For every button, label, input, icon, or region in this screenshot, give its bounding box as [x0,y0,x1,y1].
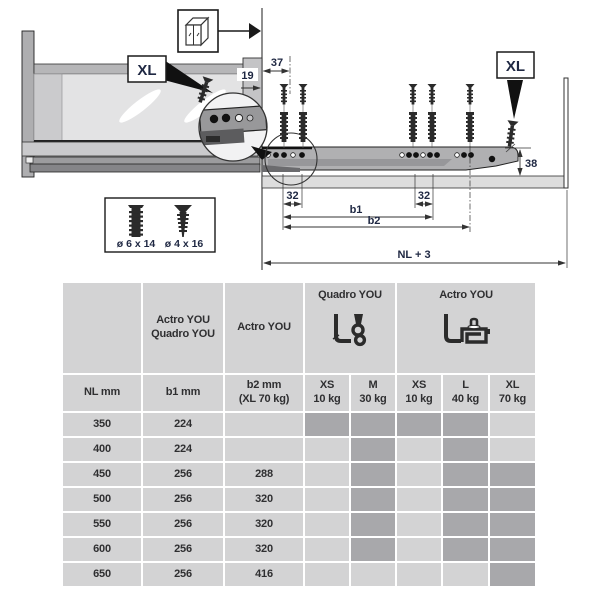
header-b1-line1: Actro YOU [156,314,210,327]
installation-diagram [0,0,600,278]
header-b1-group [143,283,223,373]
cell-nl: 600 [63,538,141,561]
screw-legend [105,198,215,252]
availability-cell [305,538,349,561]
cabinet-icon [178,10,218,52]
header-quadro-label: Quadro YOU [318,289,382,301]
runner-rail [262,147,518,172]
dim-b1: b1 [349,204,363,216]
cell-b1: 224 [143,413,223,436]
availability-cell [305,463,349,486]
availability-cell [490,488,535,511]
availability-cell [351,538,395,561]
cell-nl: 500 [63,488,141,511]
col-header-actro-xs: XS 10 kg [397,375,441,411]
dim-19: 19 [241,70,254,82]
availability-cell [351,488,395,511]
availability-cell [351,563,395,586]
cell-nl: 400 [63,438,141,461]
col-header-actro-xl: XL 70 kg [490,375,535,411]
xl-label-left: XL [137,62,157,79]
header-empty-cell [63,283,141,373]
availability-cell [443,563,488,586]
header-quadro-group [305,283,395,373]
cell-b1: 256 [143,538,223,561]
screw-6x14-label: ø 6 x 14 [116,238,156,250]
availability-cell [397,413,441,436]
availability-cell [305,488,349,511]
dim-38: 38 [525,158,538,170]
availability-cell [351,513,395,536]
spec-table [63,283,535,586]
cell-b2: 416 [225,563,303,586]
cell-b2 [225,438,303,461]
header-actro-group [397,283,535,373]
direction-arrow-icon [218,23,261,39]
availability-cell [351,463,395,486]
availability-cell [490,463,535,486]
availability-cell [490,563,535,586]
cell-b2: 288 [225,463,303,486]
availability-cell [443,513,488,536]
cell-b1: 256 [143,563,223,586]
availability-cell [443,463,488,486]
col-header-actro-l: L 40 kg [443,375,488,411]
availability-cell [397,538,441,561]
availability-cell [305,513,349,536]
availability-cell [305,563,349,586]
availability-cell [490,538,535,561]
cell-b1: 256 [143,488,223,511]
cell-b1: 256 [143,513,223,536]
quadro-profile-icon [328,311,372,349]
col-header-b1: b1 mm [143,375,223,411]
cell-nl: 650 [63,563,141,586]
cabinet-front-edge [564,78,568,188]
cell-nl: 450 [63,463,141,486]
cell-b2 [225,413,303,436]
availability-cell [397,463,441,486]
col-header-quadro-xs: XS 10 kg [305,375,349,411]
screw-4x16-label: ø 4 x 16 [164,238,204,250]
cell-nl: 550 [63,513,141,536]
col-header-nl: NL mm [63,375,141,411]
xl-callout-right [497,52,534,152]
availability-cell [443,438,488,461]
mounting-screws [280,84,475,148]
col-header-b2: b2 mm (XL 70 kg) [225,375,303,411]
cell-b2: 320 [225,488,303,511]
availability-cell [305,438,349,461]
dim-32-left: 32 [286,190,299,202]
header-b2-label: Actro YOU [237,321,291,334]
header-b2-group [225,283,303,373]
header-b1-line2: Quadro YOU [151,328,215,340]
availability-cell [305,413,349,436]
availability-cell [397,488,441,511]
availability-cell [397,438,441,461]
actro-profile-icon [438,311,494,349]
availability-cell [490,513,535,536]
dim-b2: b2 [367,215,381,227]
availability-cell [351,413,395,436]
availability-cell [490,413,535,436]
availability-cell [443,413,488,436]
availability-cell [490,438,535,461]
availability-cell [443,538,488,561]
dim-37: 37 [270,57,284,69]
dim-nl3: NL + 3 [397,249,431,261]
cabinet-bottom-panel [262,176,567,188]
cell-b2: 320 [225,538,303,561]
header-actro-label: Actro YOU [439,289,493,301]
cell-b2: 320 [225,513,303,536]
col-header-quadro-m: M 30 kg [351,375,395,411]
cell-b1: 224 [143,438,223,461]
xl-label-right: XL [505,58,526,75]
cell-b1: 256 [143,463,223,486]
cell-nl: 350 [63,413,141,436]
dim-32-right: 32 [417,190,431,202]
availability-cell [397,563,441,586]
availability-cell [443,488,488,511]
availability-cell [397,513,441,536]
availability-cell [351,438,395,461]
